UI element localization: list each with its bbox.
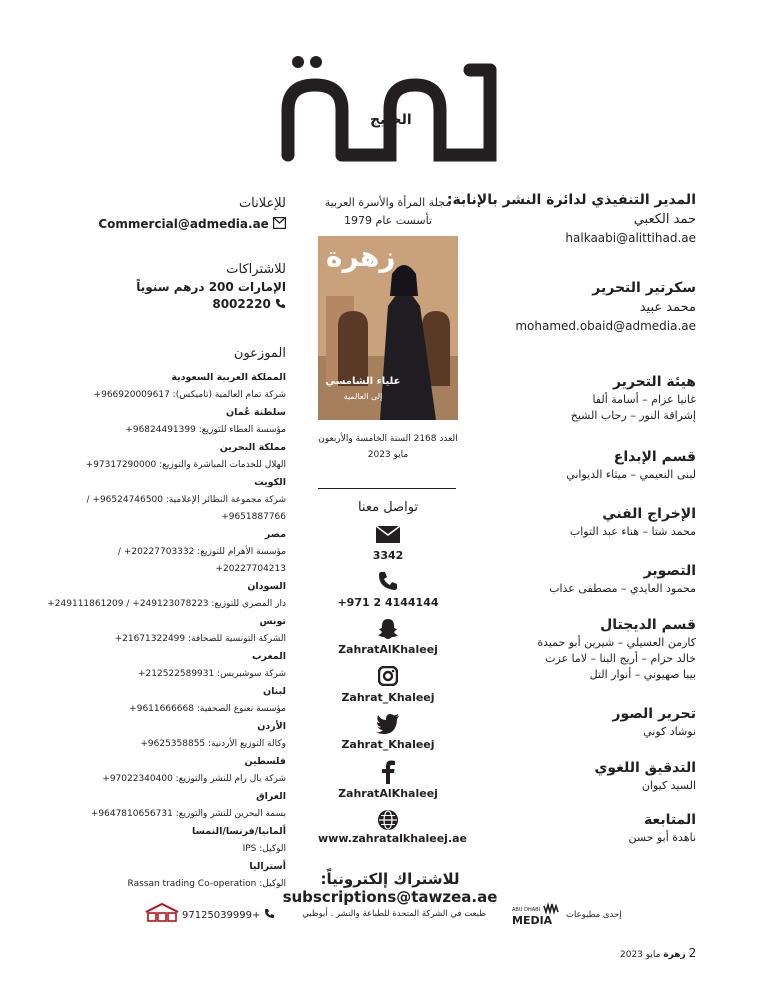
contact-label[interactable]: ZahratAlKhaleej — [338, 643, 438, 656]
distributor-info: مؤسسة العطاء للتوزيع: 96824491399+ — [125, 425, 286, 435]
staff-followup — [628, 812, 696, 844]
distributor-country: السودان — [247, 581, 286, 592]
subscriptions-section — [46, 262, 286, 311]
contact-label[interactable]: ZahratAlKhaleej — [338, 787, 438, 800]
printer-text: طبعت في الشركة المتحدة للطباعة والنشر . أبوظبي — [302, 909, 486, 919]
globe-icon — [378, 810, 398, 830]
printer-phone: 97125039999+ — [182, 910, 261, 921]
masthead-logo — [270, 50, 510, 180]
staff-name: محمد عبيد — [639, 300, 696, 315]
distributor-country: تونس — [259, 616, 286, 627]
staff-editorial — [571, 374, 696, 422]
contact-instagram — [318, 666, 458, 704]
staff-title: التدقيق اللغوي — [594, 760, 696, 776]
staff-digital — [537, 617, 696, 681]
phone-icon — [275, 298, 286, 309]
distributors-section — [46, 346, 286, 893]
contact-label[interactable]: Zahrat_Khaleej — [341, 738, 435, 751]
staff-title: الإخراج الفني — [602, 506, 696, 522]
facebook-icon — [381, 760, 395, 784]
distributor-country: المغرب — [251, 651, 286, 662]
page-brand: زهرة — [663, 950, 686, 960]
contact-label[interactable]: Zahrat_Khaleej — [341, 691, 435, 704]
staff-secretary — [515, 280, 696, 333]
staff-email[interactable]: halkaabi@alittihad.ae — [565, 231, 696, 245]
staff-title: قسم الإبداع — [613, 449, 696, 465]
distributor-info: مؤسسة الأهرام للتوزيع: 20227703332+ / 20227704213+ — [117, 547, 286, 574]
ads-title: للإعلانات — [238, 196, 286, 211]
staff-line: محمد شتا – هناء عبد التواب — [569, 525, 696, 538]
contact-title: تواصل معنا — [357, 500, 419, 515]
ads-email[interactable]: Commercial@admedia.ae — [98, 217, 269, 231]
staff-title: تحرير الصور — [612, 706, 696, 722]
subs-price: الإمارات 200 درهم سنوياً — [136, 280, 286, 294]
printer-phone-row — [182, 908, 275, 921]
distributor-country: لبنان — [263, 686, 286, 697]
staff-line: إشراقة النور – رحاب الشيخ — [570, 409, 696, 422]
subs-title: للاشتراكات — [226, 262, 286, 277]
staff-title: التصوير — [643, 563, 696, 579]
contact-snapchat — [318, 618, 458, 656]
cover-image — [318, 236, 458, 420]
distributor-country: ألمانيا/فرنسا/النمسا — [192, 826, 286, 837]
distributors-title: الموزعون — [233, 346, 286, 361]
contact-label[interactable]: +971 2 4144144 — [337, 596, 439, 609]
staff-executive — [447, 192, 696, 245]
staff-line: نوشاد كوني — [643, 725, 696, 738]
distributor-country: الكويت — [254, 477, 286, 488]
page-date: مايو 2023 — [620, 950, 661, 960]
distributor-info: مؤسسة نعنوع الصحفية: 9611666668+ — [129, 704, 286, 714]
contact-phone — [318, 570, 458, 609]
svg-text:MEDIA: MEDIA — [512, 914, 553, 927]
distributor-info: وكالة التوزيع الأردنية: 9625358855+ — [140, 739, 286, 749]
logo-subtitle: الخليج — [370, 112, 412, 128]
envelope-icon — [273, 217, 286, 229]
contact-mail — [318, 526, 458, 562]
distributor-info: دار المصري للتوزيع: 249123078223+ / 249111861209+ — [47, 599, 286, 609]
distributor-info: الوكيل: Rassan trading Co-operation — [127, 879, 286, 889]
distributor-country: سلطنة عُمان — [226, 407, 286, 418]
staff-line: السيد كيوان — [641, 779, 696, 792]
distributor-country: المملكة العربية السعودية — [171, 372, 286, 383]
upp-logo — [142, 902, 182, 928]
publisher-label: إحدى مطبوعات — [566, 910, 622, 920]
distributor-info: شركة تمام العالمية (تاميكس): 966920009617+ — [93, 390, 286, 400]
distributor-info: شركة مجموعة النظائر الإعلامية: 96524746500+ / 9651887766+ — [86, 495, 286, 522]
publisher-logo — [510, 902, 564, 928]
distributor-list — [46, 369, 286, 893]
staff-line: ناهدة أبو حسن — [628, 831, 696, 844]
staff-title: المدير التنفيذي لدائرة النشر بالإنابة: — [446, 192, 696, 208]
staff-email[interactable]: mohamed.obaid@admedia.ae — [515, 319, 696, 333]
page-number: 2 — [688, 946, 697, 960]
staff-line: كارمن العسيلي – شيرين أبو حميدة — [537, 636, 696, 649]
staff-title: سكرتير التحرير — [592, 280, 696, 296]
divider — [318, 488, 456, 489]
distributor-country: الأردن — [257, 721, 286, 732]
svg-text:زهرة: زهرة — [326, 240, 396, 273]
staff-name: حمد الكعبي — [633, 212, 696, 227]
ads-email-row — [46, 217, 286, 231]
instagram-icon — [378, 666, 398, 686]
subscribe-label: للاشتراك إلكترونياً: — [320, 870, 460, 888]
issue-number: العدد 2168 السنة الخامسة والأربعون — [318, 434, 458, 444]
staff-art — [570, 506, 696, 538]
twitter-icon — [376, 714, 400, 734]
contact-label[interactable]: 3342 — [372, 549, 404, 562]
staff-title: هيئة التحرير — [612, 374, 696, 390]
ads-section — [46, 196, 286, 231]
distributor-info: الهلال للخدمات المباشرة والتوزيع: 97317290000+ — [85, 460, 286, 470]
distributor-info: شركة بال رام للنشر والتوزيع: 97022340400+ — [102, 774, 286, 784]
staff-line: غانيا عزام – أسامة ألفا — [592, 393, 696, 406]
staff-photo-editing — [612, 706, 696, 738]
subscribe-online — [220, 870, 560, 906]
abu-dhabi-media-logo-icon — [510, 902, 564, 928]
staff-creative — [566, 449, 696, 481]
distributor-info: الشركة التونسية للصحافة: 21671322499+ — [114, 634, 286, 644]
phone-icon — [264, 908, 275, 919]
cover-name: علياء الشامسي — [325, 376, 401, 387]
staff-line: خالد حزام – أريج البنا – لاما عزت — [545, 652, 696, 665]
subs-phone-row — [46, 297, 286, 311]
distributor-country: مملكة البحرين — [219, 442, 286, 453]
page-footer — [620, 946, 696, 960]
distributor-country: فلسطين — [244, 756, 286, 767]
distributor-info: بسمة البحرين للنشر والتوزيع: 9647810656731+ — [90, 809, 286, 819]
envelope-icon — [376, 526, 400, 543]
distributor-country: العراق — [256, 791, 286, 802]
staff-title: قسم الديجتال — [600, 617, 696, 633]
staff-line: محمود العايدي – مصطفى عذاب — [549, 582, 696, 595]
svg-text:ABU DHABI: ABU DHABI — [512, 907, 541, 913]
subs-phone[interactable]: 8002220 — [212, 297, 271, 311]
contact-website — [318, 810, 468, 845]
staff-title: المتابعة — [643, 812, 696, 828]
cover-caption: إلى العالمية — [343, 392, 383, 401]
distributor-country: مصر — [264, 529, 286, 540]
distributor-country: أستراليا — [249, 861, 286, 872]
staff-line: لبنى النعيمي – ميثاء الديواني — [566, 468, 696, 481]
contact-facebook — [318, 760, 458, 800]
snapchat-icon — [377, 618, 399, 640]
magazine-tagline: مجلة المرأة والأسرة العربية — [324, 196, 452, 209]
contact-twitter — [318, 714, 458, 751]
staff-photography — [549, 563, 696, 595]
distributor-info: شركة سوشبريس: 212522589931+ — [137, 669, 286, 679]
staff-line: بيبا صهيوني – أنوار التل — [589, 668, 696, 681]
contact-label[interactable]: www.zahratalkhaleej.ae — [318, 832, 468, 845]
subscribe-email[interactable]: subscriptions@tawzea.ae — [282, 888, 498, 906]
magazine-founded: تأسست عام 1979 — [344, 214, 432, 227]
phone-icon — [377, 570, 399, 592]
distributor-info: الوكيل: IPS — [242, 844, 286, 854]
staff-proofreading — [594, 760, 696, 792]
issue-date: مايو 2023 — [367, 450, 409, 460]
upp-logo-icon — [142, 902, 182, 928]
